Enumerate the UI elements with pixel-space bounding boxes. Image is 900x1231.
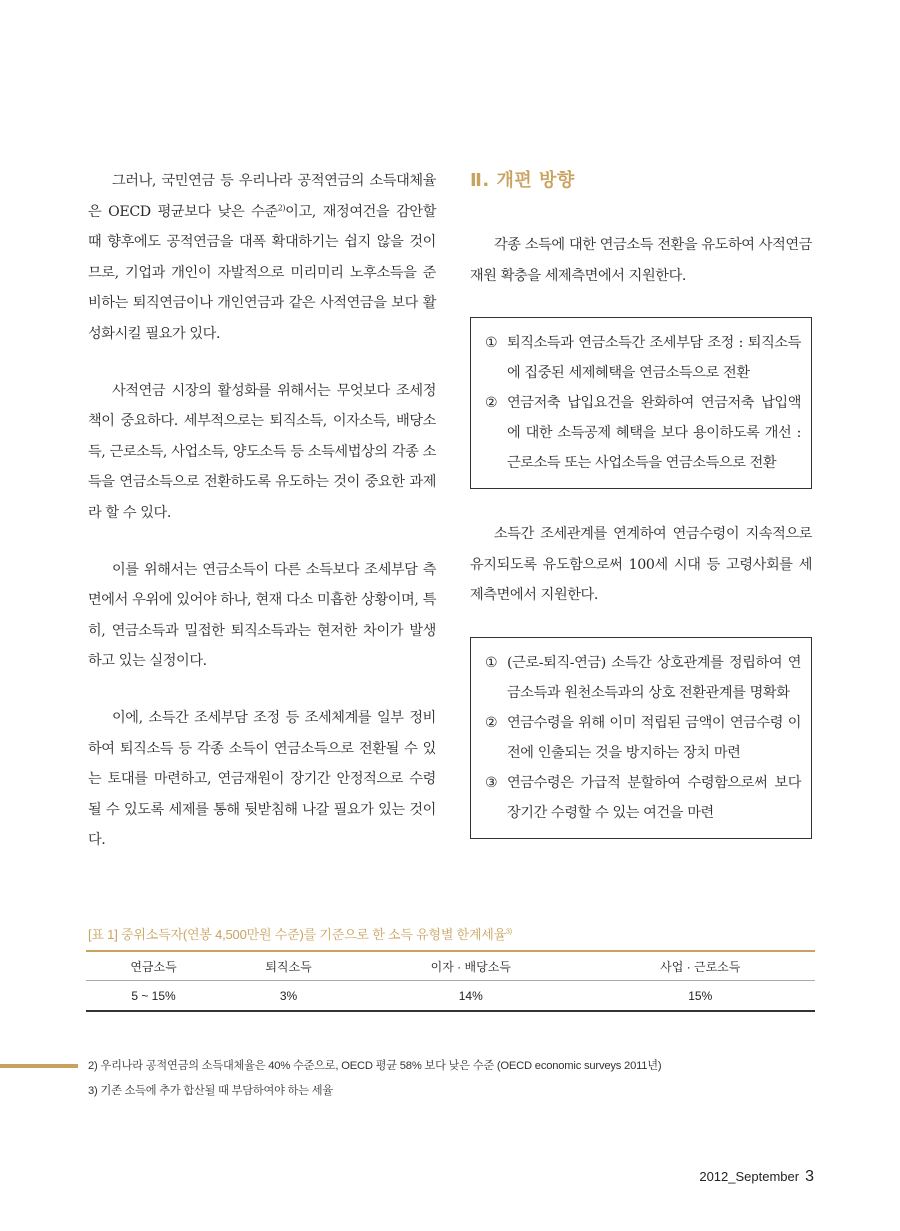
issue-label: 2012_September: [699, 1169, 800, 1184]
item-number: ②: [485, 714, 498, 731]
item-number: ③: [485, 774, 498, 791]
box-item: [485, 768, 801, 828]
footnote-2: 2) 우리나라 공적연금의 소득대체율은 40% 수준으로, OECD 평균 58% 보다 낮은 수준 (OECD economic surveys 2011년): [88, 1060, 662, 1072]
box-item: [485, 328, 801, 388]
table-cell: 3%: [221, 981, 356, 1012]
direction-intro-1: 각종 소득에 대한 연금소득 전환을 유도하여 사적연금재원 확충을 세제측면에서 지원한다.: [470, 237, 812, 284]
item-text: 퇴직소득과 연금소득간 조세부담 조정 : 퇴직소득에 집중된 세제혜택을 연금소득으로 전환: [507, 335, 801, 382]
table-header-row: [86, 951, 815, 981]
table-header-cell: 연금소득: [86, 951, 221, 981]
left-column: [88, 166, 436, 882]
table-cell: 14%: [356, 981, 585, 1012]
footnote-3: 3) 기존 소득에 추가 합산될 때 부담하여야 하는 세율: [88, 1085, 333, 1097]
table-header-cell: 이자 · 배당소득: [356, 951, 585, 981]
footnote-ref-3[interactable]: 3): [506, 928, 512, 936]
paragraph-2: 사적연금 시장의 활성화를 위해서는 무엇보다 조세정책이 중요하다. 세부적으로는 퇴직소득, 이자소득, 배당소득, 근로소득, 사업소득, 양도소득 등 소득세법상의 각종 소득을 연금소득으로 전환하도록 유도하는 것이 중요한 과제라 할 수 있다.: [88, 382, 436, 521]
table-cell: 5 ~ 15%: [86, 981, 221, 1012]
page-number: 3: [805, 1168, 814, 1185]
box-item: [485, 388, 801, 478]
direction-box-1: [470, 317, 812, 489]
item-text: 연금수령을 위해 이미 적립된 금액이 연금수령 이전에 인출되는 것을 방지하는 장치 마련: [507, 714, 801, 761]
section-title: Ⅱ. 개편 방향: [470, 170, 575, 191]
tax-rate-table: [86, 950, 815, 1012]
footnote-divider-bar: [0, 1064, 78, 1068]
box-item: [485, 648, 801, 708]
paragraph-1: 그러나, 국민연금 등 우리나라 공적연금의 소득대체율은 OECD 평균보다 낮은 수준$^{2)}$이고, 재정여건을 감안할 때 향후에도 공적연금을 대폭 확대하기는 쉽지 않을 것이므로, 기업과 개인이 자발적으로 미리미리 노후소득을 준비하는 퇴직연금이나 개인연금과 같은 사적연금을 보다 활성화시킬 필요가 있다.: [88, 173, 436, 342]
page-footer: [699, 1168, 814, 1186]
table-caption: [표 1] 중위소득자(연봉 4,500만원 수준)를 기준으로 한 소득 유형별 한계세율$^{3)}$: [88, 927, 512, 942]
box-item: [485, 708, 801, 768]
paragraph-4: 이에, 소득간 조세부담 조정 등 조세체계를 일부 정비하여 퇴직소득 등 각종 소득이 연금소득으로 전환될 수 있는 토대를 마련하고, 연금재원이 장기간 안정적으로 수령될 수 있도록 세제를 통해 뒷받침해 나갈 필요가 있는 것이다.: [88, 709, 436, 849]
item-text: 연금수령은 가급적 분할하여 수령함으로써 보다 장기간 수령할 수 있는 여건을 마련: [507, 774, 801, 821]
footnote-ref-2[interactable]: 2): [277, 202, 286, 212]
item-text: (근로-퇴직-연금) 소득간 상호관계를 정립하여 연금소득과 원천소득과의 상호 전환관계를 명확화: [507, 654, 801, 701]
item-number: ①: [485, 654, 498, 671]
table-header-cell: 사업 · 근로소득: [586, 951, 816, 981]
footnotes: [88, 1058, 808, 1108]
right-column: [470, 166, 812, 869]
tax-rate-table-section: [86, 924, 815, 1012]
item-number: ①: [485, 335, 498, 352]
table-cell: 15%: [586, 981, 816, 1012]
item-number: ②: [485, 395, 498, 412]
table-header-cell: 퇴직소득: [221, 951, 356, 981]
table-row: [86, 981, 815, 1012]
direction-box-2: [470, 637, 812, 839]
item-text: 연금저축 납입요건을 완화하여 연금저축 납입액에 대한 소득공제 혜택을 보다 용이하도록 개선 : 근로소득 또는 사업소득을 연금소득으로 전환: [507, 395, 801, 472]
direction-intro-2: 소득간 조세관계를 연계하여 연금수령이 지속적으로 유지되도록 유도함으로써 100세 시대 등 고령사회를 세제측면에서 지원한다.: [470, 526, 812, 604]
paragraph-3: 이를 위해서는 연금소득이 다른 소득보다 조세부담 측면에서 우위에 있어야 하나, 현재 다소 미흡한 상황이며, 특히, 연금소득과 밀접한 퇴직소득과는 현저한 차이가 발생하고 있는 실정이다.: [88, 561, 436, 670]
